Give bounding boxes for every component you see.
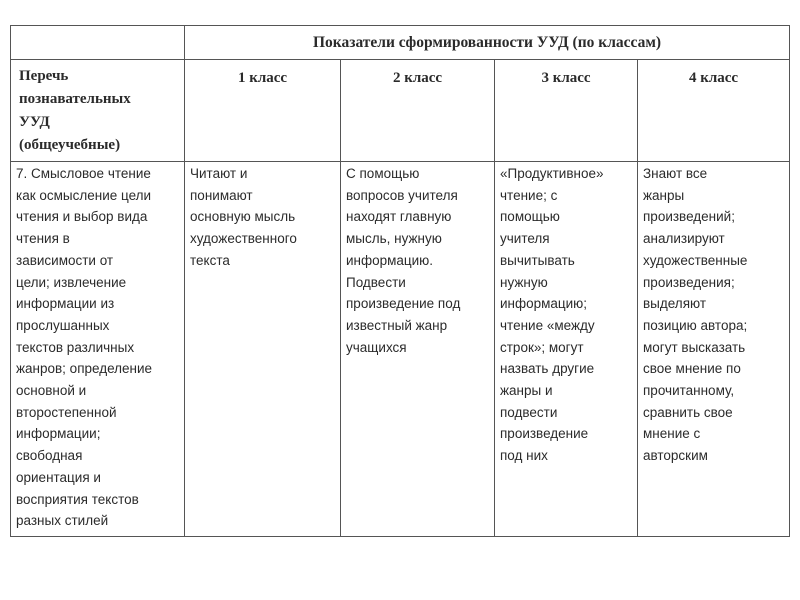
table-row <box>11 162 790 537</box>
grade-1-header <box>185 60 341 162</box>
grade-2-header <box>341 60 495 162</box>
empty-corner-cell <box>11 26 185 60</box>
table-header-row <box>11 60 790 162</box>
grade-2-cell <box>341 162 495 537</box>
grade-2-text: С помощью вопросов учителя находят главную мысль, нужную информацию. Подвести произведение под известный жанр учащихся <box>346 166 461 355</box>
uud-list-header-text: Перечь познавательных УУД (общеучебные) <box>19 68 131 153</box>
grade-3-text: «Продуктивное» чтение; с помощью учителя вычитывать нужную информацию; чтение «между строк»; могут назвать другие жанры и подвести произведение под них <box>500 166 604 464</box>
table-title: Показатели сформированности УУД (по классам) <box>185 26 790 60</box>
grade-4-text: Знают все жанры произведений; анализируют художественные произведения; выделяют позицию автора; могут высказать свое мнение по прочитанному, сравнить свое мнение с авторским <box>643 166 748 464</box>
grade-4-header-text: 4 класс <box>688 70 739 86</box>
uud-description-cell <box>11 162 185 537</box>
grade-4-header <box>638 60 790 162</box>
uud-list-header <box>11 60 185 162</box>
grade-3-header <box>495 60 638 162</box>
grade-3-header-text: 3 класс <box>541 70 591 86</box>
grade-4-cell <box>638 162 790 537</box>
grade-3-cell <box>495 162 638 537</box>
uud-indicators-table <box>10 25 790 537</box>
uud-description-text: 7. Смысловое чтение как осмысление цели чтения и выбор вида чтения в зависимости от цели; извлечение информации из прослушанных текстов различных жанров; определение основной и второстепенной информации; свободная ориентация и восприятия текстов разных стилей <box>16 166 153 529</box>
grade-2-header-text: 2 класс <box>392 70 443 86</box>
grade-1-header-text: 1 класс <box>237 70 288 86</box>
grade-1-text: Читают и понимают основную мысль художественного текста <box>190 166 297 268</box>
table-title-row <box>11 26 790 60</box>
grade-1-cell <box>185 162 341 537</box>
